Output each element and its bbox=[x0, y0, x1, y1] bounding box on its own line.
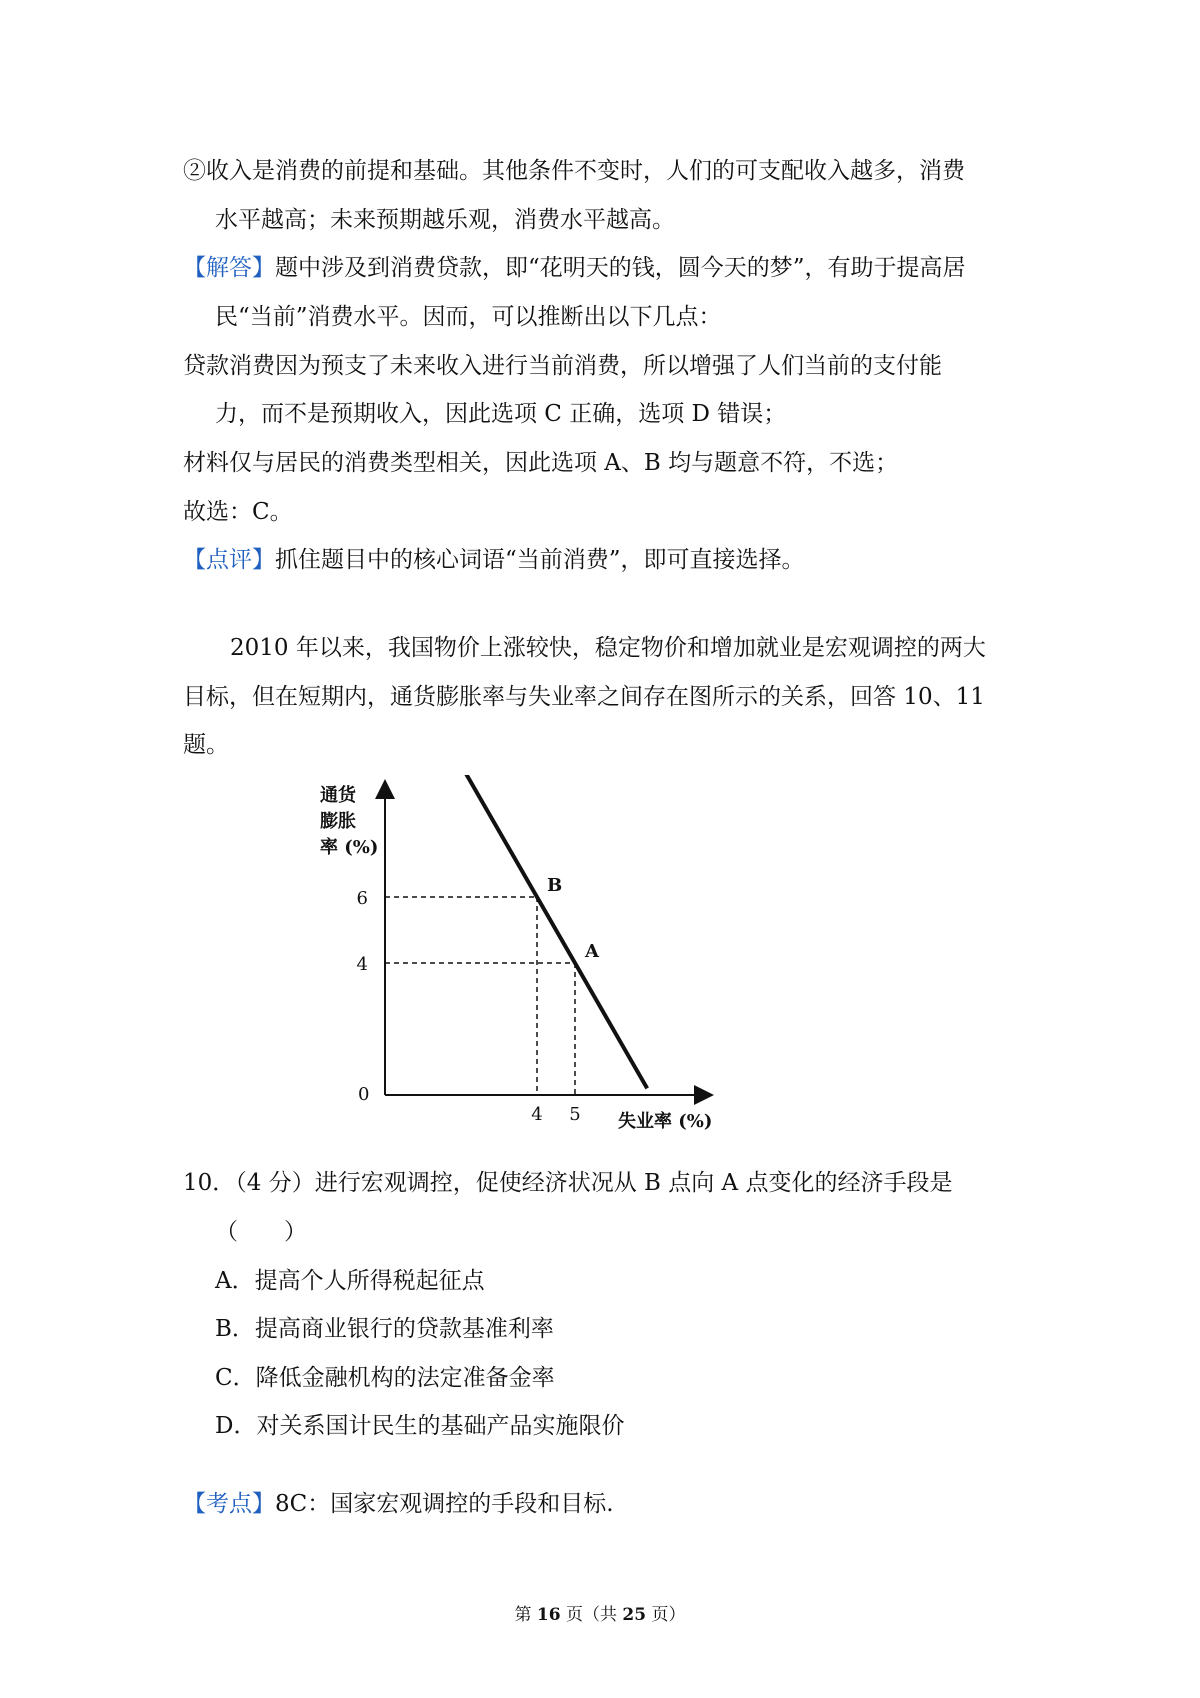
point-label-b: B bbox=[547, 875, 563, 896]
answer-line bbox=[183, 253, 966, 283]
chart-svg bbox=[300, 775, 740, 1135]
answer-blank: （ ） bbox=[215, 1219, 307, 1245]
option-d: D．对关系国计民生的基础产品实施限价 bbox=[215, 1413, 625, 1439]
answer-tag: 【解答】 bbox=[183, 255, 275, 281]
x-axis-label: 失业率 (%) bbox=[618, 1111, 713, 1132]
question-stem: 10．（4 分）进行宏观调控，促使经济状况从 B 点向 A 点变化的经济手段是 bbox=[183, 1170, 953, 1196]
page-footer bbox=[0, 1600, 1200, 1625]
option-a: A．提高个人所得税起征点 bbox=[215, 1268, 485, 1294]
text-line: 水平越高；未来预期越乐观，消费水平越高。 bbox=[215, 207, 675, 233]
y-axis-label-line: 通货 bbox=[320, 785, 356, 806]
review-text: 抓住题目中的核心词语“当前消费”，即可直接选择。 bbox=[275, 547, 805, 573]
answer-text: 题中涉及到消费贷款，即“花明天的钱，圆今天的梦”，有助于提高居 bbox=[275, 255, 966, 281]
review-line bbox=[183, 545, 805, 575]
text-line: ②收入是消费的前提和基础。其他条件不变时，人们的可支配收入越多，消费 bbox=[183, 158, 965, 184]
footer-page-number: 16 bbox=[536, 1605, 561, 1625]
curve-line bbox=[446, 775, 647, 1088]
y-axis-label bbox=[320, 784, 378, 858]
y-tick-label: 4 bbox=[356, 954, 368, 975]
text-line: 故选：C。 bbox=[183, 499, 293, 525]
phillips-curve-chart bbox=[300, 775, 740, 1135]
text-line: 力，而不是预期收入，因此选项 C 正确，选项 D 错误； bbox=[215, 401, 787, 427]
footer-prefix: 第 bbox=[514, 1605, 537, 1625]
intro-line: 题。 bbox=[183, 732, 229, 758]
review-tag: 【点评】 bbox=[183, 547, 275, 573]
intro-line: 2010 年以来，我国物价上涨较快，稳定物价和增加就业是宏观调控的两大 bbox=[230, 635, 986, 661]
option-c: C．降低金融机构的法定准备金率 bbox=[215, 1365, 555, 1391]
y-axis-label-line: 率 (%) bbox=[320, 837, 379, 858]
kaodian-tag: 【考点】 bbox=[183, 1491, 275, 1517]
text-line: 贷款消费因为预支了未来收入进行当前消费，所以增强了人们当前的支付能 bbox=[183, 353, 942, 379]
chart-marks bbox=[357, 775, 648, 1125]
y-tick-label: 6 bbox=[356, 888, 368, 909]
text-line: 民“当前”消费水平。因而，可以推断出以下几点： bbox=[215, 304, 722, 330]
x-tick-label: 4 bbox=[531, 1104, 543, 1125]
kaodian-line bbox=[183, 1489, 614, 1519]
text-line: 材料仅与居民的消费类型相关，因此选项 A、B 均与题意不符，不选； bbox=[183, 450, 899, 476]
kaodian-text: 8C：国家宏观调控的手段和目标. bbox=[275, 1491, 614, 1517]
intro-line: 目标，但在短期内，通货膨胀率与失业率之间存在图所示的关系，回答 10、11 bbox=[183, 684, 985, 710]
x-tick-label: 5 bbox=[569, 1104, 581, 1125]
point-label-a: A bbox=[585, 941, 599, 962]
origin-label: 0 bbox=[358, 1084, 370, 1105]
option-b: B．提高商业银行的贷款基准利率 bbox=[215, 1316, 554, 1342]
y-axis-label-line: 膨胀 bbox=[320, 811, 356, 832]
footer-mid: 页（共 bbox=[560, 1605, 623, 1625]
footer-total-pages: 25 bbox=[622, 1605, 647, 1625]
footer-suffix: 页） bbox=[646, 1605, 686, 1625]
